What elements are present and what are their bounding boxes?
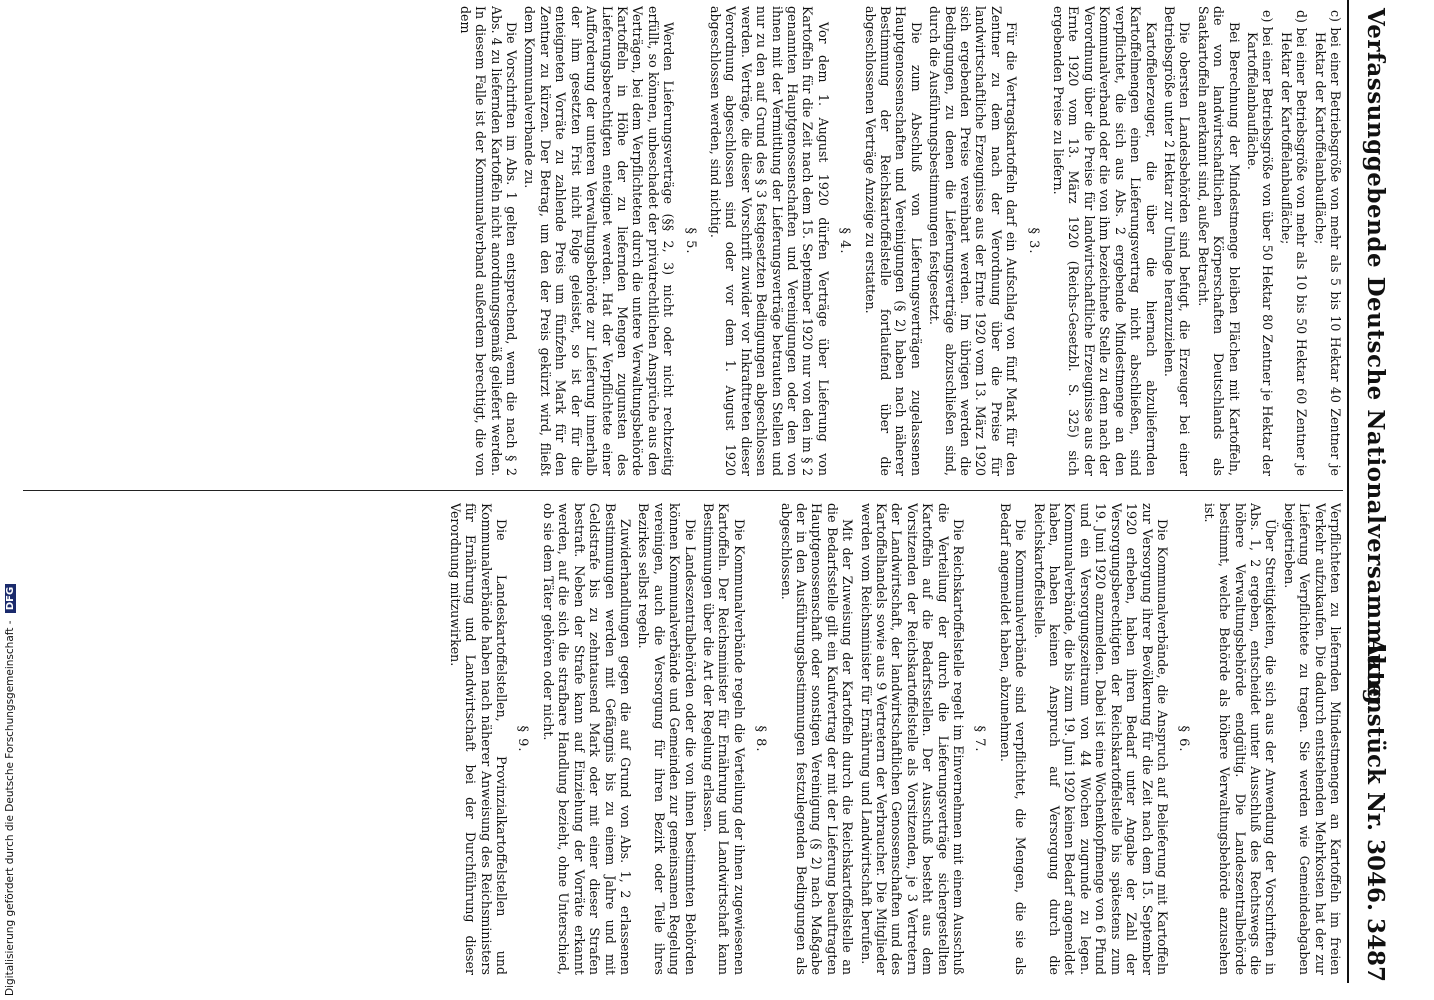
digitization-note [4,0,26,996]
publication-title: Verfassunggebende Deutsche Nationalversammlung. [1362,8,1389,714]
paragraph: Die Landeskartoffelstellen, Provinzialkartoffelstellen und Kommunalverbände haben nach näherer Anweisung des Reichsministers für Ernährung und Landwirtschaft bei der Durchführung dieser Verordnung mitzuwirken. [447,503,510,975]
digitization-text: Digitalisierung gefördert durch die Deutsche Forschungsgemeinschaft - [4,620,16,996]
left-column [13,6,1343,476]
paragraph: Die Kommunalverbände regeln die Verteilung der ihnen zugewiesenen Kartoffeln. Der Reichsminister für Ernährung und Landwirtschaft kann Bestimmungen über die Art der Regelung erlassen. [700,503,747,975]
section-heading: § 4. [837,227,853,255]
paragraph: Die obersten Landesbehörden sind befugt, die Erzeuger bei einer Betriebsgröße unter 2 Hektar zur Umlage heranzuziehen. [1161,6,1193,476]
paragraph: Mit der Zuweisung der Kartoffeln durch die Reichskartoffelstelle an die Bedarfsstelle gilt ein Kaufvertrag der mit der Lieferung beauftragten Hauptgenossenschaft oder sonstigen Vereinigung (§ 2) nach Maßgabe der in den Ausführungsbestimmungen festzulegenden Bedingungen als abgeschlossen. [778,503,856,975]
page-header [1347,0,1395,983]
paragraph: Verpflichteten zu liefernden Mindestmengen an Kartoffeln im freien Verkehr aufzukaufen. Die dadurch entstehenden Mehrkosten hat der zur Lieferung Verpflichtete zu tragen. Sie werden wie Gemeindeabgaben beigetrieben. [1281,503,1343,975]
paragraph: Die Reichskartoffelstelle regelt im Einvernehmen mit einem Ausschuß die Verteilung der durch die Lieferungsverträge sichergestellten Kartoffeln auf die Bedarfsstellen. Der Ausschuß besteht aus dem Vorsitzenden der Reichskartoffelstelle als Vorsitzenden, je 3 Vertretern der Landwirtschaft, der landwirtschaftlichen Genossenschaften und des Kartoffelhandels sowie aus 9 Vertretern der Verbraucher. Die Mitglieder werden vom Reichsminister für Ernährung und Landwirtschaft berufen. [858,503,967,975]
paragraph: Werden Lieferungsverträge (§§ 2, 3) nicht oder nicht rechtzeitig erfüllt, so können, unbeschadet der privatrechtlichen Ansprüche aus den Verträgen, bei dem Verpflichteten durch die untere Verwaltungsbehörde Kartoffeln in Höhe der zu liefernden Mengen zugunsten des Lieferungsberechtigten enteignet werden. Hat der Verpflichtete einer Aufforderung der unteren Verwaltungsbehörde zur Lieferung innerhalb der ihm gesetzten Frist nicht Folge geleistet, so ist der für die enteigneten Vorräte zu zahlende Preis um fünfzehn Mark für den Zentner zu kürzen. Der Betrag, um den der Preis gekürzt wird, fließt dem Kommunalverbande zu. [522,6,677,476]
paragraph: Für die Vertragskartoffeln darf ein Aufschlag von fünf Mark für den Zentner zu dem nach der Verordnung über die Preise für landwirtschaftliche Erzeugnisse aus der Ernte 1920 vom 13. März 1920 sich ergebenden Preise vereinbart werden. Im übrigen werden die Bedingungen, zu denen die Lieferungsverträge abzuschließen sind, durch die Ausführungsbestimmungen festgesetzt. [927,6,1020,476]
paragraph: Die zum Abschluß von Lieferungsverträgen zugelassenen Hauptgenossenschaften und Vereinigungen (§ 2) haben nach näherer Bestimmung der Reichskartoffelstelle fortlaufend über die abgeschlossenen Verträge Anzeige zu erstatten. [862,6,924,476]
column-divider [23,490,1343,491]
list-item: d) bei einer Betriebsgröße von mehr als 10 bis 50 Hektar 60 Zentner je Hektar der Kartoffelanbaufläche; [1278,10,1310,476]
list-item: e) bei einer Betriebsgröße von über 50 Hektar 80 Zentner je Hektar der Kartoffelanbaufläche. [1244,10,1276,476]
section-heading: § 8. [753,725,769,753]
paragraph: Vor dem 1. August 1920 dürfen Verträge über Lieferung von Kartoffeln für die Zeit nach dem 15. September 1920 nur von den im § 2 genannten Hauptgenossenschaften und Vereinigungen oder den von ihnen mit der Vermittlung der Lieferungsverträge betrauten Stellen und nur zu den auf Grund des § 3 festgesetzten Bedingungen abgeschlossen werden. Verträge, die dieser Vorschrift zuwider vor Inkrafttreten dieser Verordnung abgeschlossen sind oder vor dem 1. August 1920 abgeschlossen werden, sind nichtig. [707,6,831,476]
paragraph: Zuwiderhandlungen gegen die auf Grund von Abs. 1, 2 erlassenen Bestimmungen werden mit Gefängnis bis zu einem Jahre und mit Geldstrafe bis zu zehntausend Mark oder mit einer dieser Strafen bestraft. Neben der Strafe kann auf Einziehung der Vorräte erkannt werden, auf die sich die strafbare Handlung bezieht, ohne Unterschied, ob sie dem Täter gehören oder nicht. [540,503,633,975]
page-number: 3487 [1362,918,1389,983]
right-column [13,503,1343,975]
list-item: c) bei einer Betriebsgröße von mehr als 5 bis 10 Hektar 40 Zentner je Hektar der Kartoffelanbaufläche; [1312,10,1343,476]
paragraph: Die Kommunalverbände, die Anspruch auf Belieferung mit Kartoffeln zur Versorgung ihrer Bevölkerung für die Zeit nach dem 15. September 1920 erheben, haben ihren Bedarf unter Angabe der Zahl der Versorgungsberechtigten der Reichskartoffelstelle bis spätestens zum 19. Juni 1920 anzumelden. Dabei ist eine Wochenkopfmenge von 6 Pfund und ein Versorgungszeitraum von 44 Wochen zugrunde zu legen. Kommunalverbände, die bis zum 19. Juni 1920 keinen Bedarf angemeldet haben, haben keinen Anspruch auf Versorgung durch die Reichskartoffelstelle. [1031,503,1170,975]
section-heading: § 6. [1176,725,1192,753]
dfg-logo: DFG [5,584,16,613]
paragraph: Die Vorschriften im Abs. 1 gelten entsprechend, wenn die nach § 2 Abs. 4 zu liefernden Kartoffeln nicht anordnungsgemäß geliefert werden. In diesem Falle ist der Kommunalverband außerdem berechtigt, die von dem [457,6,520,476]
section-heading: § 3. [1025,227,1041,255]
paragraph: Kartoffelerzeuger, die über die hiernach abzuliefernden Kartoffelmengen einen Lieferungsvertrag nicht abschließen, sind verpflichtet, die sich aus Abs. 2 ergebende Mindestmenge an den Kommunalverband oder die von ihm bezeichnete Stelle zu dem nach der Verordnung über die Preise für landwirtschaftliche Erzeugnisse aus der Ernte 1920 vom 13. März 1920 (Reichs-Gesetzbl. S. 325) sich ergebenden Preise zu liefern. [1051,6,1159,476]
section-heading: § 7. [972,725,988,753]
paragraph: Über Streitigkeiten, die sich aus der Anwendung der Vorschriften in Abs. 1, 2 ergeben, entscheidet unter Ausschluß des Rechtswegs die höhere Verwaltungsbehörde endgültig. Die Landeszentralbehörde bestimmt, welche Behörde als höhere Verwaltungsbehörde anzusehen ist. [1201,503,1279,975]
section-heading: § 9. [515,725,531,753]
section-heading: § 5. [682,227,698,255]
document-page [10,0,1395,983]
paragraph: Bei Berechnung der Mindestmenge bleiben Flächen mit Kartoffeln, die von landwirtschaftlichen Körperschaften Deutschlands als Saatkartoffeln anerkannt sind, außer Betracht. [1195,6,1242,476]
paragraph: Die Kommunalverbände sind verpflichtet, die Mengen, die sie als Bedarf angemeldet haben, abzunehmen. [997,503,1029,975]
document-number: Aktenstück Nr. 3046. [1362,638,1389,912]
paragraph: Die Landeszentralbehörden oder die von ihnen bestimmten Behörden können Kommunalverbände und Gemeinden zur gemeinsamen Regelung vereinigen, auch die Versorgung für ihren Bezirk oder Teile ihres Bezirkes selbst regeln. [636,503,698,975]
